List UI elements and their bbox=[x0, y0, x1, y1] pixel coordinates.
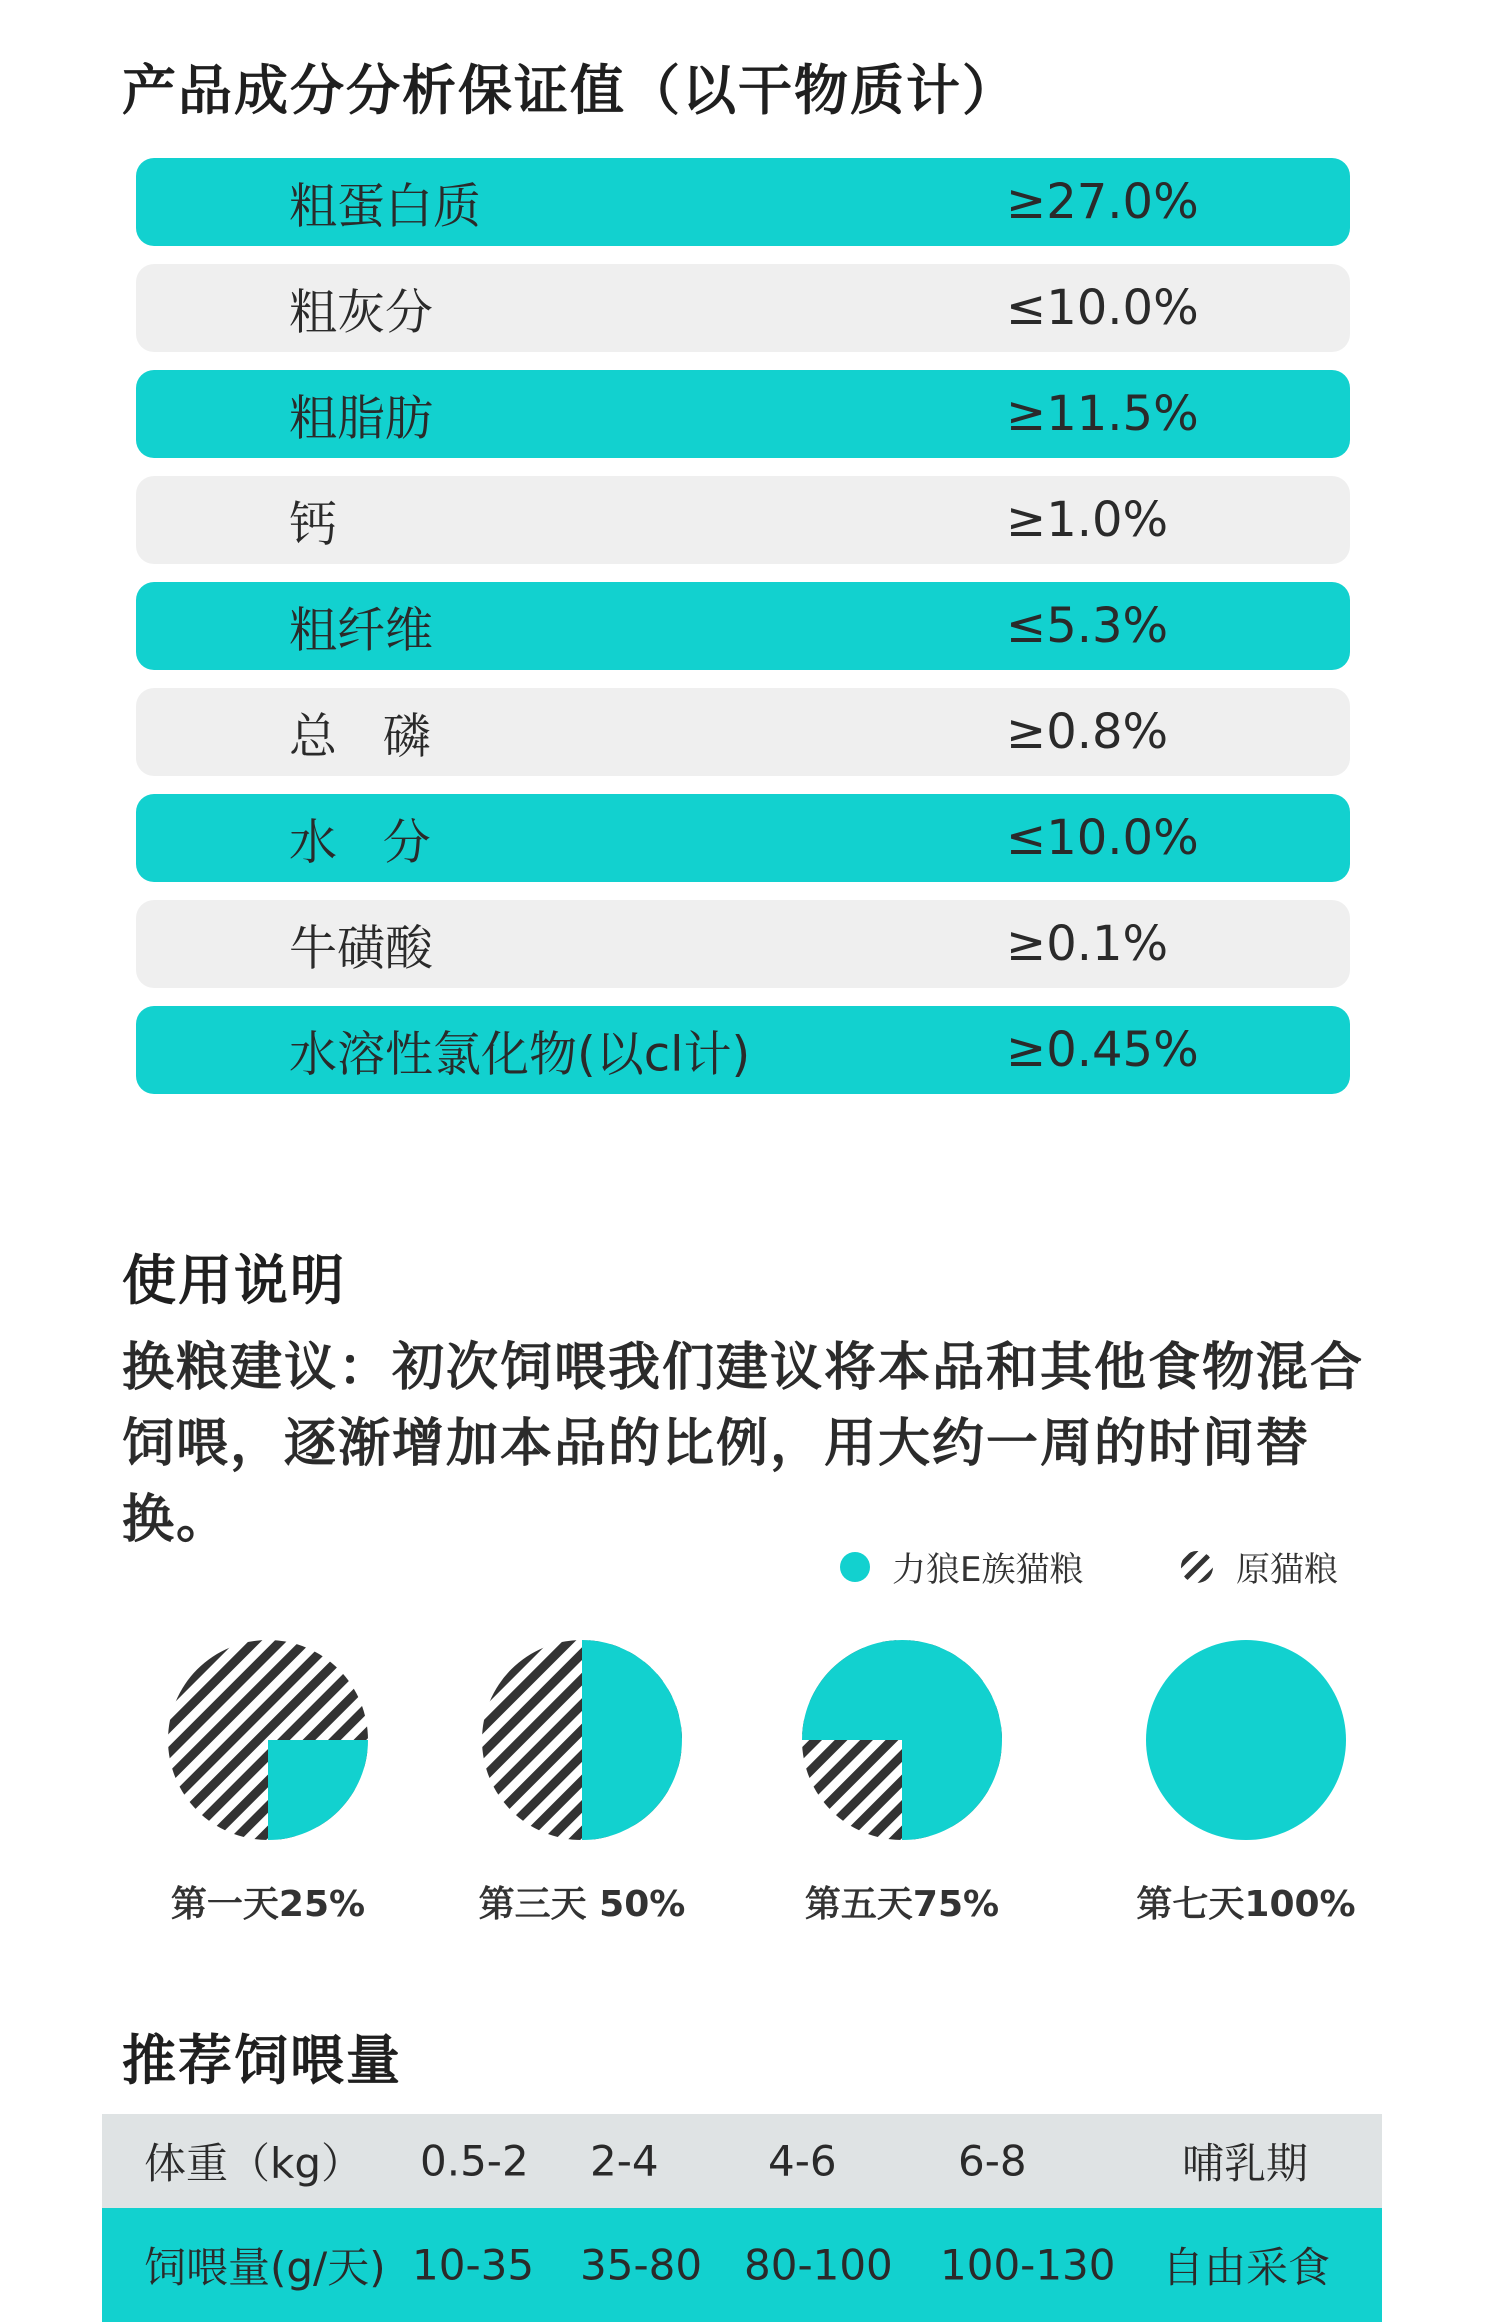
feeding-header-cell: 体重（kg） bbox=[144, 2139, 363, 2188]
nutrient-name: 钙 bbox=[289, 496, 338, 553]
legend-old-food-label: 原猫粮 bbox=[1236, 1550, 1338, 1590]
pie-label: 第三天 50% bbox=[478, 1884, 686, 1925]
nutrient-value: ≥0.1% bbox=[1006, 916, 1169, 972]
nutrient-name: 粗脂肪 bbox=[289, 390, 434, 447]
pie-svg bbox=[792, 1630, 1012, 1850]
feeding-amount-cell: 10-35 bbox=[412, 2240, 535, 2290]
nutrition-row bbox=[136, 476, 1350, 564]
feeding-amount-row bbox=[102, 2208, 1382, 2322]
feeding-header-cell: 0.5-2 bbox=[420, 2136, 529, 2186]
feeding-amount-cell: 100-130 bbox=[940, 2240, 1116, 2290]
nutrition-row bbox=[136, 264, 1350, 352]
pie-chart bbox=[472, 1630, 692, 1850]
pie-svg bbox=[158, 1630, 378, 1850]
nutrition-row bbox=[136, 582, 1350, 670]
feeding-header-cell: 2-4 bbox=[590, 2136, 659, 2186]
nutrient-name: 水溶性氯化物(以cl计) bbox=[289, 1026, 751, 1083]
feeding-header-cell: 6-8 bbox=[958, 2136, 1027, 2186]
nutrient-value: ≥1.0% bbox=[1006, 492, 1169, 548]
nutrient-value: ≥0.45% bbox=[1006, 1022, 1199, 1078]
feeding-amount-cell: 自由采食 bbox=[1162, 2243, 1331, 2292]
feeding-header-row bbox=[102, 2114, 1382, 2208]
nutrient-name: 粗纤维 bbox=[289, 602, 434, 659]
nutrition-row bbox=[136, 794, 1350, 882]
new-food-slice bbox=[268, 1740, 368, 1840]
nutrition-row bbox=[136, 688, 1350, 776]
teal-dot-icon bbox=[840, 1552, 870, 1582]
pie-svg bbox=[1136, 1630, 1356, 1850]
legend-new-food bbox=[840, 1542, 1083, 1591]
nutrition-row bbox=[136, 370, 1350, 458]
feeding-amount-cell: 35-80 bbox=[580, 2240, 703, 2290]
new-food-slice bbox=[582, 1640, 682, 1840]
pie-chart bbox=[792, 1630, 1012, 1850]
new-food-slice bbox=[1146, 1640, 1346, 1840]
feeding-title: 推荐饲喂量 bbox=[122, 2029, 402, 2092]
feeding-amount-cell: 80-100 bbox=[744, 2240, 893, 2290]
nutrition-title: 产品成分分析保证值（以干物质计） bbox=[122, 59, 1018, 122]
nutrient-name: 粗蛋白质 bbox=[289, 178, 482, 235]
nutrient-name: 水 分 bbox=[289, 814, 431, 871]
nutrition-row bbox=[136, 900, 1350, 988]
pie-svg bbox=[472, 1630, 692, 1850]
feeding-header-cell: 4-6 bbox=[768, 2136, 837, 2186]
nutrition-row bbox=[136, 158, 1350, 246]
usage-title: 使用说明 bbox=[122, 1249, 346, 1312]
pie-label: 第五天75% bbox=[804, 1884, 1000, 1925]
legend-new-food-label: 力狼E族猫粮 bbox=[892, 1550, 1084, 1590]
pie-label: 第一天25% bbox=[170, 1884, 366, 1925]
nutrition-row bbox=[136, 1006, 1350, 1094]
nutrient-value: ≥0.8% bbox=[1006, 704, 1169, 760]
nutrient-value: ≥27.0% bbox=[1006, 174, 1199, 230]
legend-old-food bbox=[1180, 1542, 1338, 1591]
feeding-amount-cell: 饲喂量(g/天) bbox=[144, 2243, 386, 2292]
feeding-header-cell: 哺乳期 bbox=[1182, 2139, 1309, 2188]
pie-chart bbox=[1136, 1630, 1356, 1850]
pie-chart bbox=[158, 1630, 378, 1850]
hatch-icon bbox=[1180, 1550, 1214, 1584]
usage-paragraph: 换粮建议：初次饲喂我们建议将本品和其他食物混合饲喂，逐渐增加本品的比例，用大约一周的时间替换。 bbox=[122, 1338, 1365, 1550]
nutrient-name: 牛磺酸 bbox=[289, 920, 434, 977]
nutrient-name: 粗灰分 bbox=[289, 284, 434, 341]
nutrient-value: ≥11.5% bbox=[1006, 386, 1199, 442]
nutrient-value: ≤10.0% bbox=[1006, 280, 1199, 336]
nutrient-name: 总 磷 bbox=[289, 708, 431, 765]
nutrient-value: ≤10.0% bbox=[1006, 810, 1199, 866]
pie-label: 第七天100% bbox=[1136, 1884, 1356, 1925]
nutrient-value: ≤5.3% bbox=[1006, 598, 1169, 654]
